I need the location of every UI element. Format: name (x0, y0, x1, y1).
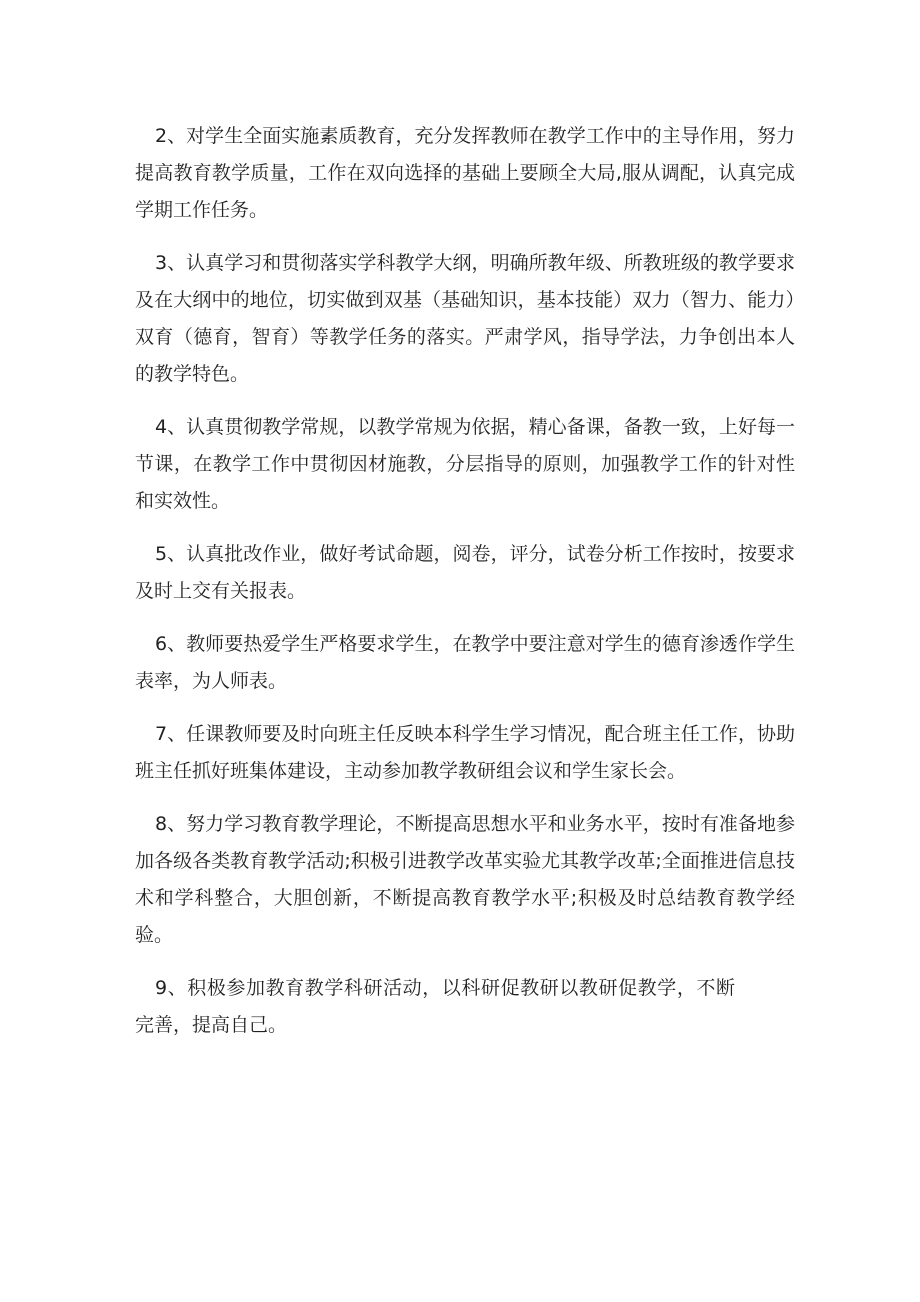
paragraph-item-6: 6、教师要热爱学生严格要求学生，在教学中要注意对学生的德育渗透作学生表率，为人师表。 (135, 633, 795, 692)
paragraph-item-8: 8、努力学习教育教学理论，不断提高思想水平和业务水平，按时有准备地参加各级各类教育教学活动;积极引进教学改革实验尤其教学改革;全面推进信息技术和学科整合，大胆创新，不断提高教育教学水平;积极及时总结教育教学经验。 (135, 813, 795, 946)
paragraph-item-5: 5、认真批改作业，做好考试命题，阅卷，评分，试卷分析工作按时，按要求及时上交有关报表。 (135, 543, 795, 602)
paragraph-item-3: 3、认真学习和贯彻落实学科教学大纲，明确所教年级、所教班级的教学要求及在大纲中的地位，切实做到双基（基础知识，基本技能）双力（智力、能力）双育（德育，智育）等教学任务的落实。严肃学风，指导学法，力争创出本人的教学特色。 (135, 252, 795, 385)
paragraph-item-9: 9、积极参加教育教学科研活动，以科研促教研以教研促教学，不断完善，提高自己。 (135, 977, 735, 1036)
document-body (135, 118, 795, 1060)
paragraph-item-4: 4、认真贯彻教学常规，以教学常规为依据，精心备课，备教一致，上好每一节课，在教学工作中贯彻因材施教，分层指导的原则，加强教学工作的针对性和实效性。 (135, 416, 795, 512)
paragraph-item-2: 2、对学生全面实施素质教育，充分发挥教师在教学工作中的主导作用，努力提高教育教学质量，工作在双向选择的基础上要顾全大局,服从调配，认真完成学期工作任务。 (135, 125, 795, 221)
paragraph-item-7: 7、任课教师要及时向班主任反映本科学生学习情况，配合班主任工作，协助班主任抓好班集体建设，主动参加教学教研组会议和学生家长会。 (135, 723, 795, 782)
